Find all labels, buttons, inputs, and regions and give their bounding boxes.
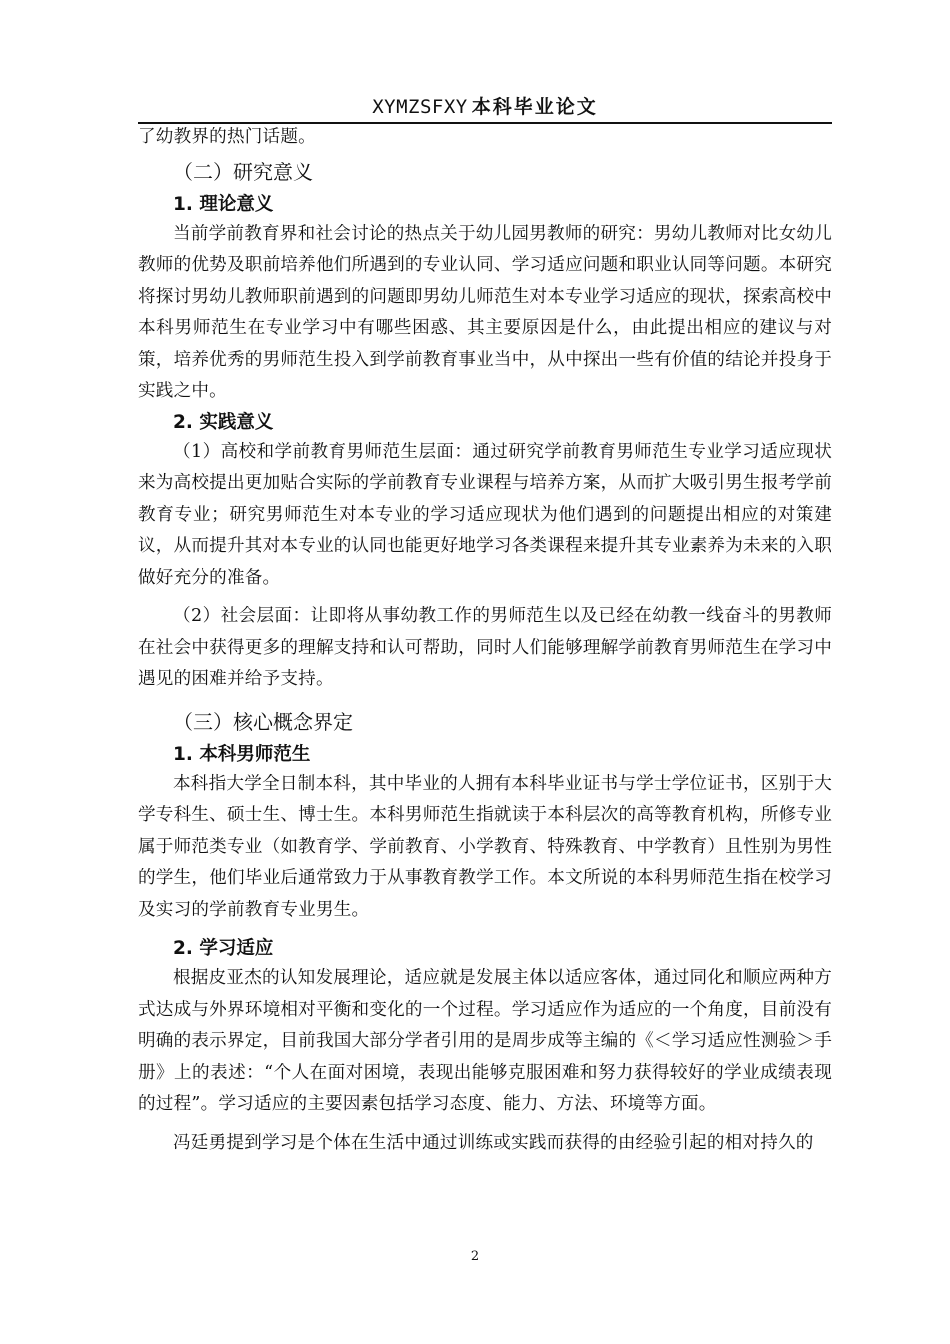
paragraph-theory: 当前学前教育界和社会讨论的热点关于幼儿园男教师的研究：男幼儿教师对比女幼儿教师的优势及职前培养他们所遇到的专业认同、学习适应问题和职业认同等问题。本研究将探讨男幼儿教师职前遇到的问题即男幼儿师范生对本专业学习适应的现状，探索高校中本科男师范生在专业学习中有哪些困惑、其主要原因是什么，由此提出相应的建议与对策，培养优秀的男师范生投入到学前教育事业当中，从中探出一些有价值的结论并投身于实践之中。 — [138, 223, 832, 401]
section-heading-core-concepts: （三）核心概念界定 — [173, 709, 353, 734]
subheading-theory: 1. 理论意义 — [173, 193, 274, 215]
subheading-learning-adaptation: 2. 学习适应 — [173, 938, 274, 959]
paragraph-last: 冯廷勇提到学习是个体在生活中通过训练或实践而获得的由经验引起的相对持久的 — [173, 1132, 814, 1153]
page-header — [138, 94, 832, 124]
header-code: XYMZSFXY — [372, 96, 468, 118]
paragraph-learning-adaptation: 根据皮亚杰的认知发展理论，适应就是发展主体以适应客体，通过同化和顺应两种方式达成与外界环境相对平衡和变化的一个过程。学习适应作为适应的一个角度，目前没有明确的表示界定，目前我国大部分学者引用的是周步成等主编的《＜学习适应性测验＞手册》上的表述：“个人在面对困境，表现出能够克服困难和努力获得较好的学业成绩表现的过程”。学习适应的主要因素包括学习态度、能力、方法、环境等方面。 — [138, 968, 832, 1114]
paragraph-practice-2: （2）社会层面：让即将从事幼教工作的男师范生以及已经在幼教一线奋斗的男教师在社会中获得更多的理解支持和认可帮助，同时人们能够理解学前教育男师范生在学习中遇见的困难并给予支持。 — [138, 606, 832, 689]
page-number: 2 — [470, 1249, 480, 1264]
document-body — [138, 122, 832, 1159]
header-title: 本科毕业论文 — [471, 96, 598, 118]
subheading-practice: 2. 实践意义 — [173, 411, 274, 433]
section-heading-research-significance: （二）研究意义 — [173, 159, 313, 184]
paragraph-continuation: 了幼教界的热门话题。 — [138, 127, 316, 147]
subheading-male-students: 1. 本科男师范生 — [173, 743, 311, 765]
paragraph-practice-1: （1）高校和学前教育男师范生层面：通过研究学前教育男师范生专业学习适应现状来为高校提出更加贴合实际的学前教育专业课程与培养方案，从而扩大吸引男生报考学前教育专业；研究男师范生对本专业的学习适应现状为他们遇到的问题提出相应的对策建议，从而提升其对本专业的认同也能更好地学习各类课程来提升其专业素养为未来的入职做好充分的准备。 — [138, 441, 832, 588]
header-text — [372, 96, 598, 118]
paragraph-male-students: 本科指大学全日制本科，其中毕业的人拥有本科毕业证书与学士学位证书，区别于大学专科生、硕士生、博士生。本科男师范生指就读于本科层次的高等教育机构，所修专业属于师范类专业（如教育学、学前教育、小学教育、特殊教育、中学教育）且性别为男性的学生，他们毕业后通常致力于从事教育教学工作。本文所说的本科男师范生指在校学习及实习的学前教育专业男生。 — [138, 773, 832, 920]
